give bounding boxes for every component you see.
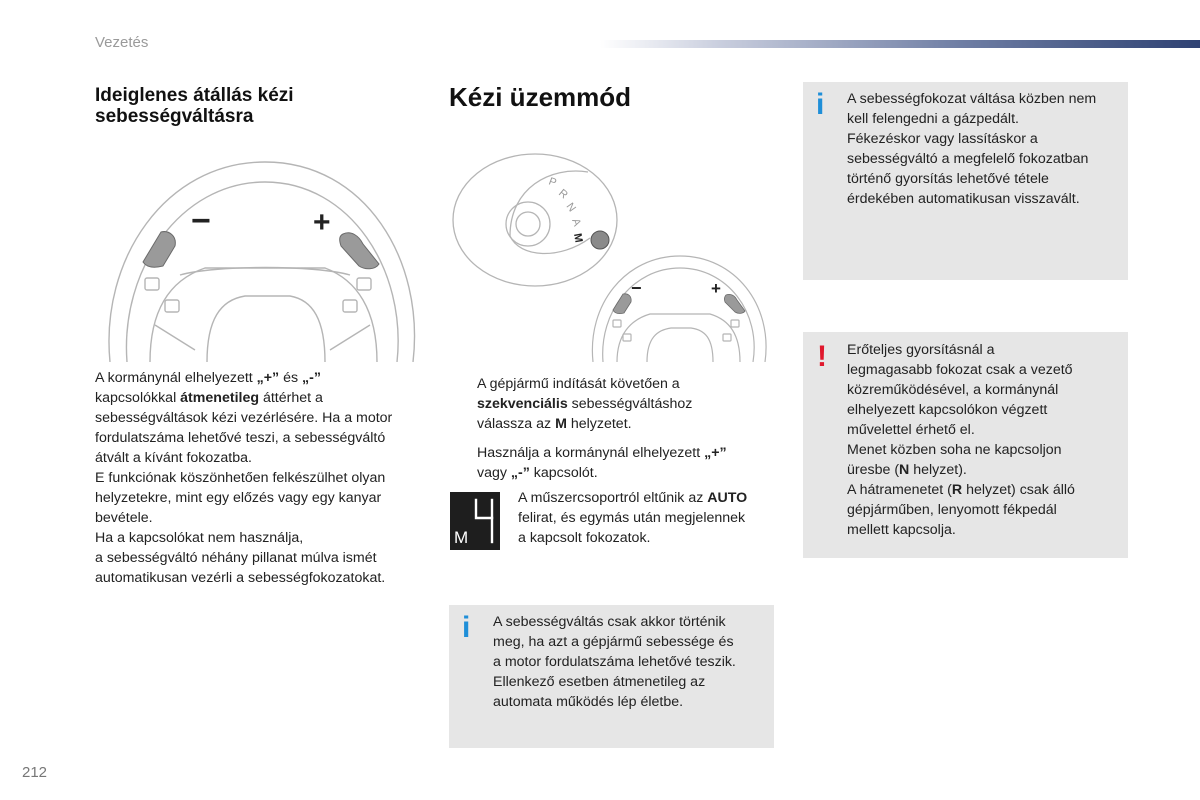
right-info-box: i A sebességfokozat váltása közben nem kell felengedni a gázpedált. Fékezéskor vagy lassításkor a sebességváltó a megfelelő fokozatban történő gyorsítás lehetővé tétele érdekében automatikusan visszavált. <box>803 82 1128 280</box>
info-icon: i <box>816 88 825 121</box>
display-mode-letter: M <box>454 528 469 547</box>
steering-wheel-illustration <box>95 150 425 362</box>
warning-icon: ! <box>817 340 827 373</box>
selector-m: M <box>571 232 585 244</box>
left-heading: Ideiglenes átállás kézi sebességváltásra <box>95 85 294 127</box>
small-steering-wheel-illustration <box>585 250 770 362</box>
page-number: 212 <box>22 764 48 781</box>
warning-box: ! Erőteljes gyorsításnál a legmagasabb fokozat csak a vezető közreműködésével, a kormánynál elhelyezett kapcsolókon végzett művelettel érhető el. Menet közben soha ne kapcsoljon üresbe (N helyzet). A hátramenetet (R helyzet) csak álló gépjárműben, lenyomott fékpedál mellett kapcsolja. <box>803 332 1128 558</box>
page-title: Kézi üzemmód <box>449 82 632 112</box>
selector-n: N <box>563 200 578 215</box>
wheel-minus-label: − <box>191 202 211 240</box>
middle-info-box: i A sebességváltás csak akkor történik meg, ha azt a gépjármű sebessége és a motor fordulatszáma lehetővé teszik. Ellenkező esetben átmenetileg az automata működés lép életbe. <box>449 605 774 748</box>
header-gradient-bar <box>600 40 1200 48</box>
small-wheel-plus-label: + <box>711 279 721 298</box>
bullet-item-2: Használja a kormánynál elhelyezett „+” vagy „-” kapcsolót. <box>477 445 727 481</box>
selector-a: A <box>569 216 583 228</box>
bullet-item-1: A gépjármű indítását követően a szekvenciális sebességváltáshoz válassza az M helyzetet. <box>477 376 693 432</box>
section-title: Vezetés <box>95 34 149 51</box>
selector-r: R <box>556 187 570 202</box>
left-paragraph: A kormánynál elhelyezett „+” és „-” kapcsolókkal átmenetileg áttérhet a sebességváltások kézi vezérlésére. Ha a motor fordulatszáma lehetővé teszi, a sebességváltó átvált a kívánt fokozatba. E funkciónak köszönhetően felkészülhet olyan helyzetekre, mint egy előzés vagy egy kanyar bevétele. Ha a kapcsolókat nem használja, a sebességváltó néhány pillanat múlva ismét automatikusan vezérli a sebességfokozatokat. <box>95 370 393 586</box>
wheel-plus-label: + <box>313 206 331 239</box>
info-icon: i <box>462 611 471 644</box>
selector-p: P <box>546 175 558 190</box>
small-wheel-minus-label: − <box>631 278 642 298</box>
display-description: A műszercsoportról eltűnik az AUTO felirat, és egymás után megjelennek a kapcsolt fokozatok. <box>518 490 748 546</box>
gear-display-icon <box>450 492 500 550</box>
